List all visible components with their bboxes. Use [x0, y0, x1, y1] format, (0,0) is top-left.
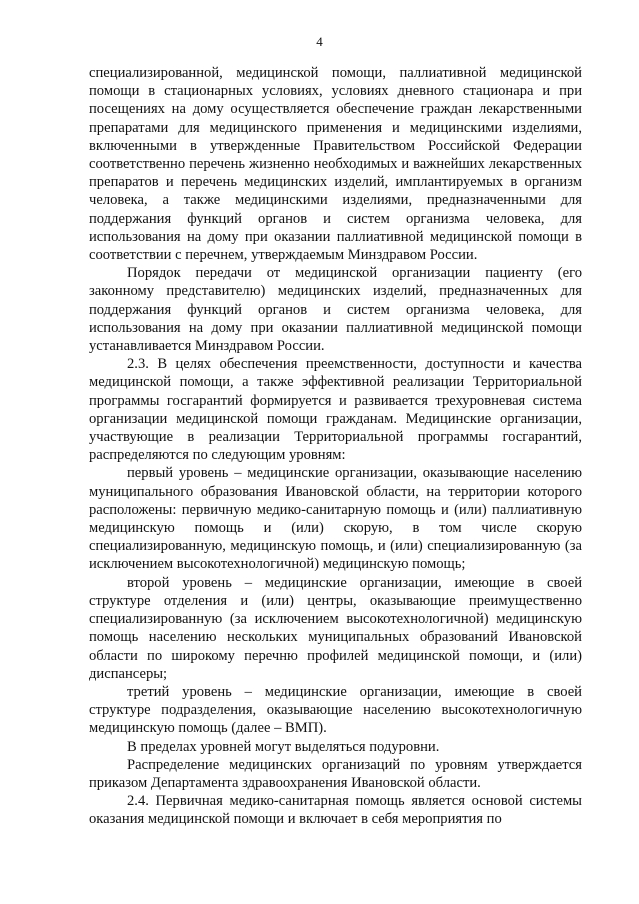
paragraph-9: 2.4. Первичная медико-санитарная помощь является основой системы оказания медицинской помощи и включает в себя мероприятия по: [89, 793, 582, 828]
paragraph-1: специализированной, медицинской помощи, паллиативной медицинской помощи в стационарных условиях, условиях дневного стационара и при посещениях на дому осуществляется обеспечение граждан лекарственными препаратами для медицинского применения и медицинскими изделиями, включенными в утвержденные Правительством Российской Федерации соответственно перечень жизненно необходимых и важнейших лекарственных препаратов и перечень медицинских изделий, имплантируемых в организм человека, а также медицинскими изделиями, предназначенными для поддержания функций органов и систем организма человека, для использования на дому при оказании паллиативной медицинской помощи в соответствии с перечнем, утверждаемым Минздравом России.: [89, 65, 582, 264]
paragraph-4: первый уровень – медицинские организации, оказывающие населению муниципального образования Ивановской области, на территории которого расположены: первичную медико-санитарную помощь и (или) паллиативную медицинскую помощь и (или) скорую, в том числе скорую специализированную, медицинскую помощь, и (или) специализированную (за исключением высокотехнологичной) медицинскую помощь;: [89, 465, 582, 573]
paragraph-5: второй уровень – медицинские организации, имеющие в своей структуре отделения и (или) центры, оказывающие преимущественно специализированную (за исключением высокотехнологичной) медицинскую помощь населению нескольких муниципальных образований Ивановской области по широкому перечню профилей медицинской помощи, и (или) диспансеры;: [89, 574, 582, 682]
paragraph-2: Порядок передачи от медицинской организации пациенту (его законному представителю) медицинских изделий, предназначенных для поддержания функций органов и систем организма человека, для использования на дому при оказании паллиативной медицинской помощи устанавливается Минздравом России.: [89, 265, 582, 355]
paragraph-7: В пределах уровней могут выделяться подуровни.: [127, 738, 440, 755]
document-body: [89, 64, 582, 829]
page-number: 4: [316, 34, 323, 49]
paragraph-3: 2.3. В целях обеспечения преемственности, доступности и качества медицинской помощи, а также эффективной реализации Территориальной программы госгарантий формируется и развивается трехуровневая система организации медицинской помощи гражданам. Медицинские организации, участвующие в реализации Территориальной программы госгарантий, распределяются по следующим уровням:: [89, 356, 582, 464]
paragraph-6: третий уровень – медицинские организации, имеющие в своей структуре подразделения, оказывающие населению высокотехнологичную медицинскую помощь (далее – ВМП).: [89, 683, 582, 737]
paragraph-8: Распределение медицинских организаций по уровням утверждается приказом Департамента здравоохранения Ивановской области.: [89, 756, 582, 791]
